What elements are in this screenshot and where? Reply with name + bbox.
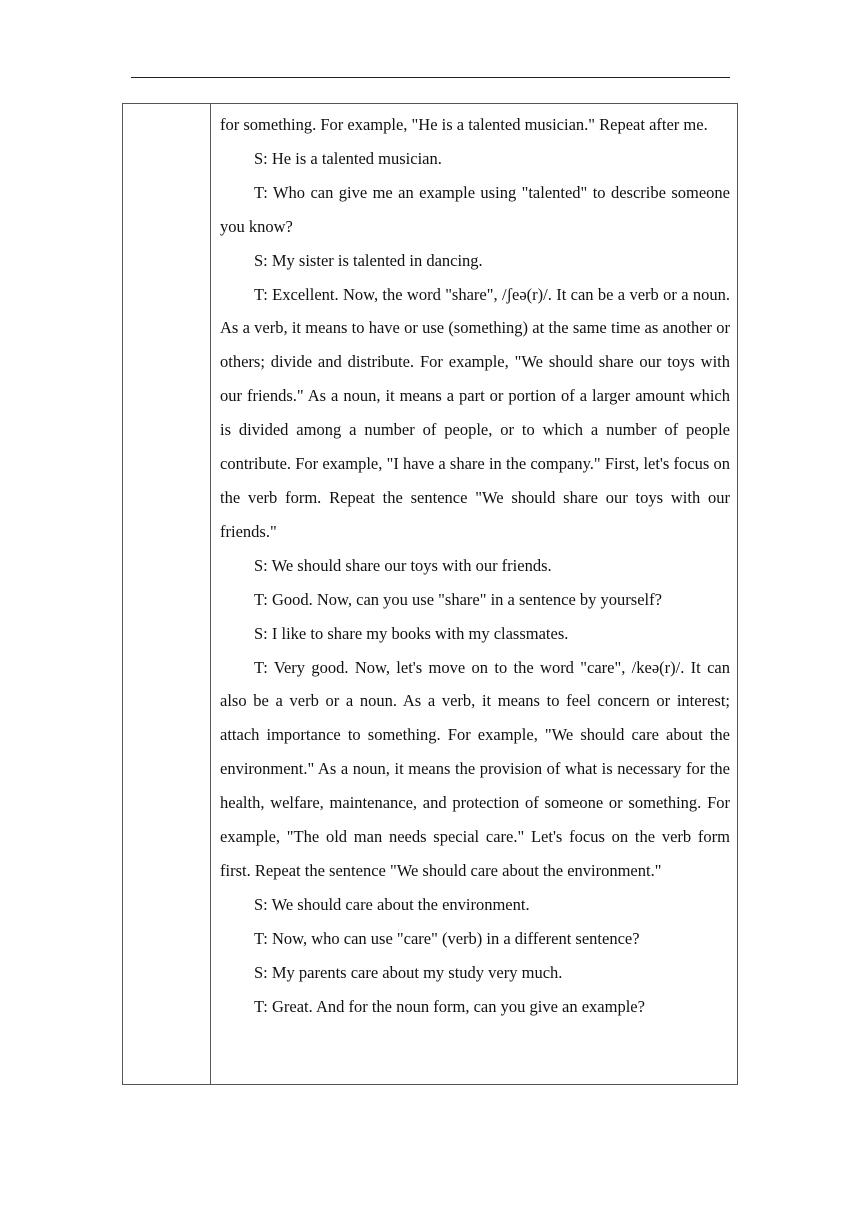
paragraph-student-line: S: We should care about the environment. [254,894,530,914]
paragraph-teacher-line: T: Excellent. Now, the word "share", /ʃeə(r)/. It can be a verb or a noun. As a verb, it means to have or use (something) at the same time as another or others; divide and distribute. For example, "We should share our toys with our friends." As a noun, it means a part or portion of a larger amount which is divided among a number of people, or to which a number of people contribute. For example, "I have a share in the company." First, let's focus on the verb form. Repeat the sentence "We should share our toys with our friends." [220,284,730,541]
paragraph-teacher-line: T: Who can give me an example using "talented" to describe someone you know? [220,182,730,236]
table-left-cell [123,104,211,1084]
paragraph-student-line: S: We should share our toys with our friends. [254,555,552,575]
paragraph-student-line: S: He is a talented musician. [254,148,442,168]
paragraph-student-line: S: My parents care about my study very much. [254,962,563,982]
paragraph-teacher-line: T: Very good. Now, let's move on to the word "care", /keə(r)/. It can also be a verb or a noun. As a verb, it means to feel concern or interest; attach importance to something. For example, "We should care about the environment." As a noun, it means the provision of what is necessary for the health, welfare, maintenance, and protection of someone or something. For example, "The old man needs special care." Let's focus on the verb form first. Repeat the sentence "We should care about the environment." [220,657,730,880]
paragraph-student-line: S: My sister is talented in dancing. [254,250,483,270]
paragraph-teacher-line: T: Good. Now, can you use "share" in a sentence by yourself? [254,589,662,609]
paragraph-teacher-line: T: Now, who can use "care" (verb) in a different sentence? [254,928,640,948]
paragraph-continuation: for something. For example, "He is a talented musician." Repeat after me. [220,115,708,134]
lesson-table [122,103,738,1085]
header-rule [131,77,730,78]
paragraph-teacher-line: T: Great. And for the noun form, can you give an example? [254,996,645,1016]
paragraph-student-line: S: I like to share my books with my classmates. [254,623,569,643]
table-right-cell [212,104,737,1084]
